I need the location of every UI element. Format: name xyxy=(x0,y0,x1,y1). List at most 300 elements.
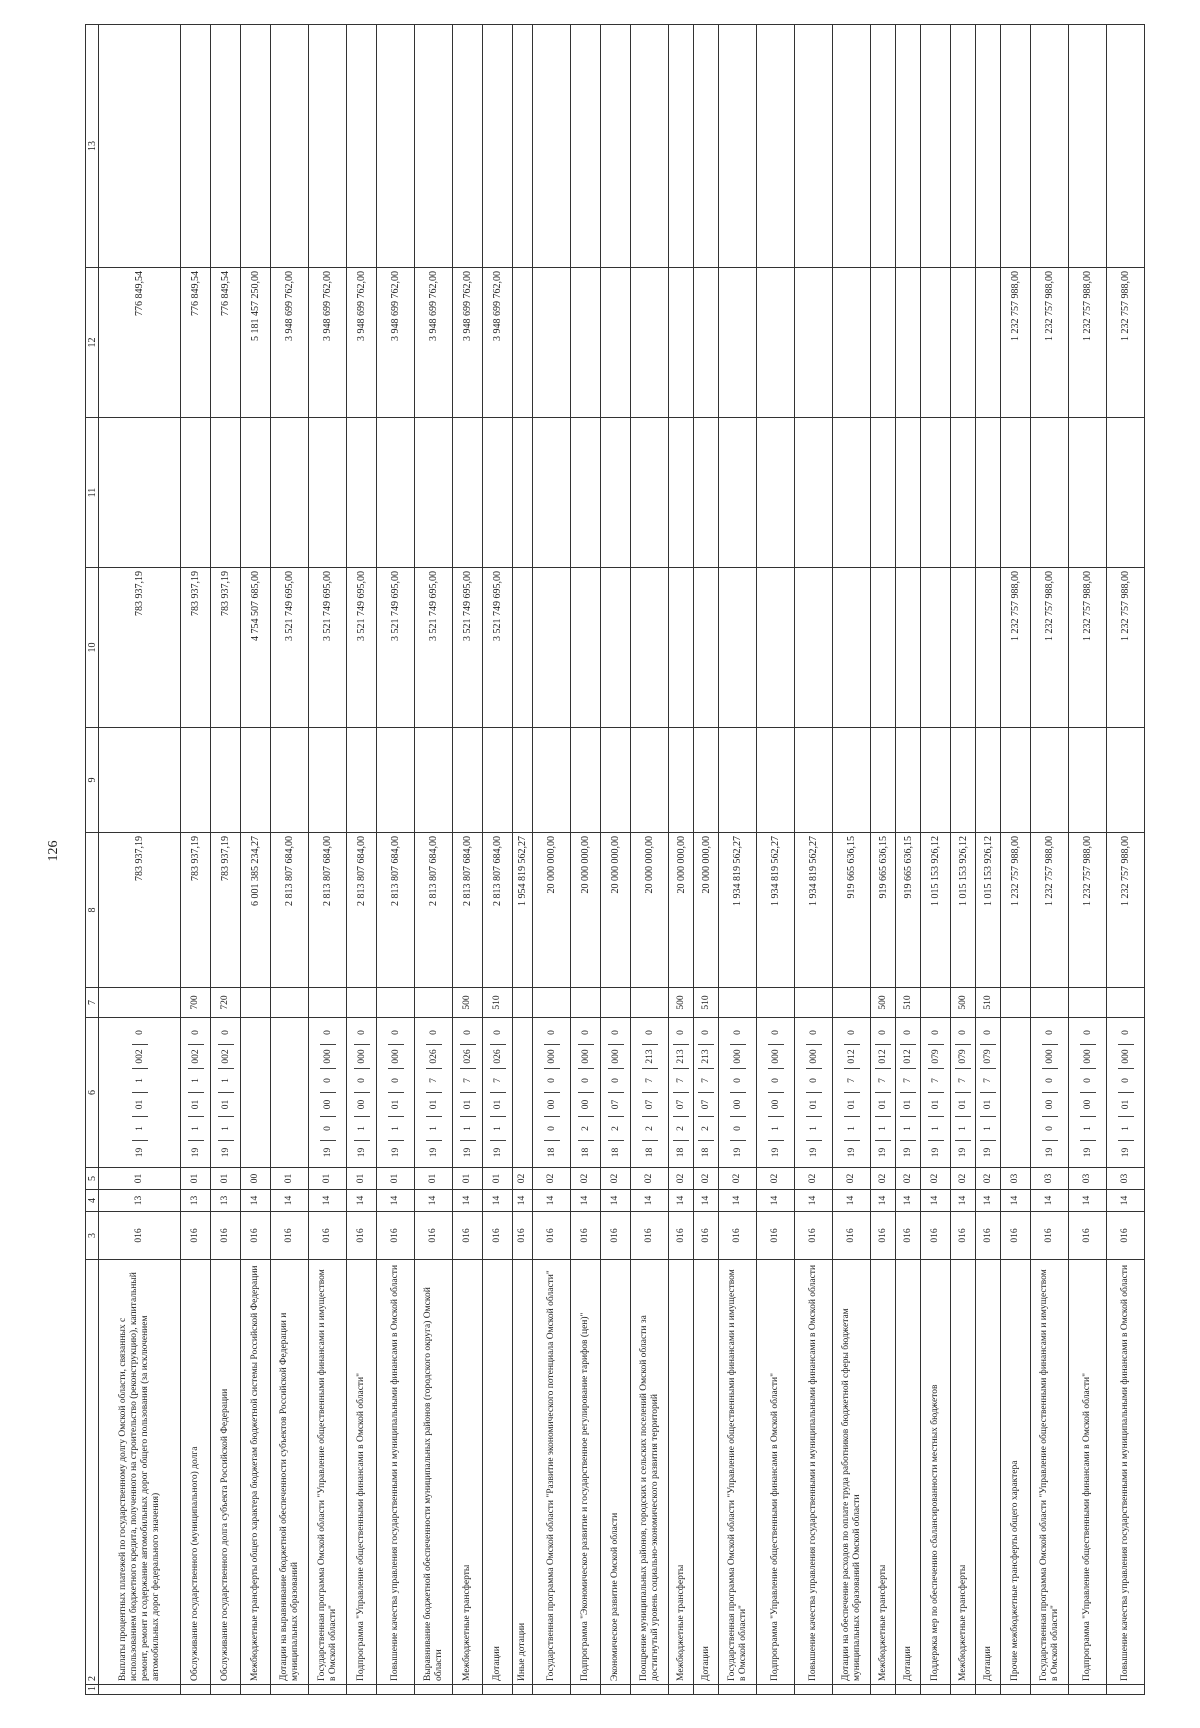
table-row xyxy=(377,25,415,1695)
target-code-segment: 0 xyxy=(1042,1117,1058,1141)
section-code-cell: 14 xyxy=(1107,1190,1145,1212)
amount-col10-cell xyxy=(571,568,601,728)
admin-code-cell: 016 xyxy=(271,1212,309,1260)
target-article-cell xyxy=(99,1018,181,1168)
amount-col9-cell xyxy=(951,728,976,833)
target-code-segment: 0 xyxy=(460,1021,476,1045)
subsection-code-cell: 02 xyxy=(921,1168,951,1190)
target-code-segment: 00 xyxy=(730,1093,746,1117)
target-article-cell xyxy=(871,1018,896,1168)
target-code-segment: 7 xyxy=(844,1069,860,1093)
section-code-cell: 14 xyxy=(896,1190,921,1212)
target-code-segment: 026 xyxy=(426,1045,442,1069)
target-code-segment: 18 xyxy=(580,1147,591,1158)
target-code-segment: 07 xyxy=(698,1093,714,1117)
section-code-cell: 14 xyxy=(241,1190,271,1212)
amount-col11-cell xyxy=(181,418,211,568)
target-code-segment: 01 xyxy=(900,1093,916,1117)
target-article-cell xyxy=(921,1018,951,1168)
target-code-segment: 0 xyxy=(544,1021,560,1045)
target-code-segment: 000 xyxy=(320,1045,336,1069)
row-marker-cell xyxy=(631,1685,669,1695)
column-number: 2 xyxy=(86,1260,99,1685)
target-code-segment: 0 xyxy=(806,1069,822,1093)
row-marker-cell xyxy=(1001,1685,1031,1695)
item-name-cell: Государственная программа Омской области "Управление общественными финансами и имуществом в Омской области" xyxy=(309,1260,347,1685)
amount-col9-cell xyxy=(271,728,309,833)
amount-col8-cell: 1 015 153 926,12 xyxy=(951,833,976,988)
target-code-segment: 000 xyxy=(1118,1045,1134,1069)
target-article-cell xyxy=(719,1018,757,1168)
target-code-segment: 0 xyxy=(768,1069,784,1093)
amount-col12-cell: 5 181 457 250,00 xyxy=(241,268,271,418)
amount-col9-cell xyxy=(833,728,871,833)
item-name-cell: Подпрограмма "Экономическое развитие и государственное регулирование тарифов (цен)" xyxy=(571,1260,601,1685)
target-code-segment: 213 xyxy=(698,1045,714,1069)
amount-col8-cell: 1 232 757 988,00 xyxy=(1001,833,1031,988)
admin-code-cell: 016 xyxy=(1031,1212,1069,1260)
table-row xyxy=(347,25,377,1695)
column-number: 7 xyxy=(86,988,99,1018)
column-number-row xyxy=(86,25,99,1695)
table-row xyxy=(757,25,795,1695)
table-row xyxy=(669,25,694,1695)
amount-col10-cell: 3 521 749 695,00 xyxy=(415,568,453,728)
target-code-segment: 1 xyxy=(844,1117,860,1141)
target-code-segment: 00 xyxy=(320,1093,336,1117)
amount-col9-cell xyxy=(871,728,896,833)
amount-col12-cell: 3 948 699 762,00 xyxy=(415,268,453,418)
table-row xyxy=(976,25,1001,1695)
amount-col10-cell: 3 521 749 695,00 xyxy=(453,568,483,728)
table-row xyxy=(833,25,871,1695)
target-code-segment: 012 xyxy=(900,1045,916,1069)
amount-col11-cell xyxy=(1069,418,1107,568)
amount-col13-cell xyxy=(533,25,571,268)
amount-col13-cell xyxy=(833,25,871,268)
amount-col8-cell: 1 232 757 988,00 xyxy=(1031,833,1069,988)
subsection-code-cell: 01 xyxy=(181,1168,211,1190)
column-number: 6 xyxy=(86,1018,99,1168)
target-code-segment: 18 xyxy=(610,1147,621,1158)
target-code-segment: 19 xyxy=(322,1147,333,1158)
table-row xyxy=(571,25,601,1695)
amount-col10-cell xyxy=(601,568,631,728)
amount-col12-cell: 3 948 699 762,00 xyxy=(271,268,309,418)
item-name-cell: Межбюджетные трансферты xyxy=(669,1260,694,1685)
target-code-segment: 19 xyxy=(492,1147,503,1158)
amount-col13-cell xyxy=(921,25,951,268)
amount-col11-cell xyxy=(601,418,631,568)
target-code-segment: 000 xyxy=(578,1045,594,1069)
amount-col12-cell xyxy=(757,268,795,418)
amount-col13-cell xyxy=(241,25,271,268)
expense-type-cell: 700 xyxy=(181,988,211,1018)
target-code-segment: 002 xyxy=(218,1045,234,1069)
target-code-segment: 7 xyxy=(955,1069,971,1093)
column-number: 12 xyxy=(86,268,99,418)
page-number: 126 xyxy=(46,840,61,862)
item-name-cell: Повышение качества управления государственными и муниципальными финансами в Омской области xyxy=(377,1260,415,1685)
amount-col12-cell xyxy=(601,268,631,418)
amount-col13-cell xyxy=(347,25,377,268)
target-article-cell xyxy=(951,1018,976,1168)
amount-col8-cell: 20 000 000,00 xyxy=(533,833,571,988)
target-code-segment: 026 xyxy=(460,1045,476,1069)
item-name-cell: Обслуживание государственного долга субъекта Российской Федерации xyxy=(211,1260,241,1685)
subsection-code-cell: 02 xyxy=(795,1168,833,1190)
item-name-cell: Дотации xyxy=(896,1260,921,1685)
target-code-segment: 1 xyxy=(218,1069,234,1093)
amount-col9-cell xyxy=(757,728,795,833)
amount-col11-cell xyxy=(951,418,976,568)
item-name-cell: Дотации xyxy=(694,1260,719,1685)
item-name-cell: Дотации xyxy=(483,1260,513,1685)
amount-col8-cell: 1 232 757 988,00 xyxy=(1107,833,1145,988)
section-code-cell: 14 xyxy=(669,1190,694,1212)
amount-col10-cell: 3 521 749 695,00 xyxy=(377,568,415,728)
target-code-segment: 19 xyxy=(190,1147,201,1158)
section-code-cell: 14 xyxy=(871,1190,896,1212)
item-name-cell: Подпрограмма "Управление общественными финансами в Омской области" xyxy=(757,1260,795,1685)
target-code-segment: 0 xyxy=(730,1117,746,1141)
expense-type-cell xyxy=(99,988,181,1018)
row-marker-cell xyxy=(1107,1685,1145,1695)
amount-col13-cell xyxy=(211,25,241,268)
target-code-segment: 026 xyxy=(490,1045,506,1069)
row-marker-cell xyxy=(719,1685,757,1695)
amount-col9-cell xyxy=(533,728,571,833)
amount-col10-cell: 1 232 757 988,00 xyxy=(1069,568,1107,728)
amount-col10-cell xyxy=(719,568,757,728)
target-code-segment: 000 xyxy=(608,1045,624,1069)
amount-col12-cell: 3 948 699 762,00 xyxy=(453,268,483,418)
amount-col10-cell xyxy=(694,568,719,728)
amount-col11-cell xyxy=(976,418,1001,568)
amount-col13-cell xyxy=(483,25,513,268)
amount-col11-cell xyxy=(309,418,347,568)
admin-code-cell: 016 xyxy=(896,1212,921,1260)
target-code-segment: 000 xyxy=(544,1045,560,1069)
target-code-segment: 07 xyxy=(673,1093,689,1117)
section-code-cell: 13 xyxy=(99,1190,181,1212)
amount-col13-cell xyxy=(976,25,1001,268)
subsection-code-cell: 00 xyxy=(241,1168,271,1190)
row-marker-cell xyxy=(871,1685,896,1695)
amount-col8-cell: 1 934 819 562,27 xyxy=(795,833,833,988)
row-marker-cell xyxy=(271,1685,309,1695)
amount-col12-cell: 776 849,54 xyxy=(99,268,181,418)
subsection-code-cell: 02 xyxy=(694,1168,719,1190)
amount-col12-cell: 1 232 757 988,00 xyxy=(1001,268,1031,418)
row-marker-cell xyxy=(99,1685,181,1695)
amount-col13-cell xyxy=(871,25,896,268)
expense-type-cell xyxy=(833,988,871,1018)
admin-code-cell: 016 xyxy=(719,1212,757,1260)
item-name-cell: Дотации на обеспечение расходов по оплате труда работников бюджетной сферы бюджетам муниципальных образований Омской области xyxy=(833,1260,871,1685)
target-code-segment: 7 xyxy=(642,1069,658,1093)
amount-col11-cell xyxy=(377,418,415,568)
amount-col9-cell xyxy=(976,728,1001,833)
amount-col12-cell xyxy=(719,268,757,418)
target-code-segment: 1 xyxy=(980,1117,996,1141)
amount-col13-cell xyxy=(99,25,181,268)
expense-type-cell: 500 xyxy=(669,988,694,1018)
row-marker-cell xyxy=(453,1685,483,1695)
table-row xyxy=(533,25,571,1695)
target-code-segment: 000 xyxy=(388,1045,404,1069)
amount-col10-cell: 1 232 757 988,00 xyxy=(1031,568,1069,728)
target-code-segment: 7 xyxy=(673,1069,689,1093)
amount-col9-cell xyxy=(181,728,211,833)
expense-type-cell xyxy=(571,988,601,1018)
target-code-segment: 000 xyxy=(1080,1045,1096,1069)
item-name-cell: Обслуживание государственного (муниципального) долга xyxy=(181,1260,211,1685)
section-code-cell: 14 xyxy=(1069,1190,1107,1212)
amount-col8-cell: 1 232 757 988,00 xyxy=(1069,833,1107,988)
amount-col12-cell xyxy=(669,268,694,418)
amount-col8-cell: 1 954 819 562,27 xyxy=(513,833,533,988)
expense-type-cell: 500 xyxy=(871,988,896,1018)
target-article-cell xyxy=(1031,1018,1069,1168)
target-code-segment: 0 xyxy=(642,1021,658,1045)
subsection-code-cell: 02 xyxy=(533,1168,571,1190)
target-code-segment: 0 xyxy=(768,1021,784,1045)
admin-code-cell: 016 xyxy=(99,1212,181,1260)
subsection-code-cell: 02 xyxy=(571,1168,601,1190)
amount-col9-cell xyxy=(483,728,513,833)
subsection-code-cell: 02 xyxy=(871,1168,896,1190)
target-code-segment: 0 xyxy=(388,1021,404,1045)
row-marker-cell xyxy=(309,1685,347,1695)
item-name-cell: Подпрограмма "Управление общественными финансами в Омской области" xyxy=(1069,1260,1107,1685)
section-code-cell: 14 xyxy=(951,1190,976,1212)
item-name-cell: Дотации xyxy=(976,1260,1001,1685)
target-article-cell xyxy=(309,1018,347,1168)
target-code-segment: 1 xyxy=(460,1117,476,1141)
amount-col13-cell xyxy=(415,25,453,268)
admin-code-cell: 016 xyxy=(241,1212,271,1260)
expense-type-cell xyxy=(241,988,271,1018)
item-name-cell: Межбюджетные трансферты xyxy=(453,1260,483,1685)
admin-code-cell: 016 xyxy=(951,1212,976,1260)
column-number: 5 xyxy=(86,1168,99,1190)
target-code-segment: 18 xyxy=(644,1147,655,1158)
subsection-code-cell: 01 xyxy=(453,1168,483,1190)
target-code-segment: 0 xyxy=(955,1021,971,1045)
section-code-cell: 13 xyxy=(181,1190,211,1212)
target-code-segment: 01 xyxy=(218,1093,234,1117)
amount-col10-cell xyxy=(631,568,669,728)
target-code-segment: 7 xyxy=(698,1069,714,1093)
row-marker-cell xyxy=(211,1685,241,1695)
target-code-segment: 00 xyxy=(1042,1093,1058,1117)
admin-code-cell: 016 xyxy=(1069,1212,1107,1260)
amount-col11-cell xyxy=(1031,418,1069,568)
expense-type-cell xyxy=(1001,988,1031,1018)
expense-type-cell: 510 xyxy=(896,988,921,1018)
amount-col11-cell xyxy=(896,418,921,568)
target-code-segment: 079 xyxy=(928,1045,944,1069)
target-code-segment: 213 xyxy=(673,1045,689,1069)
amount-col13-cell xyxy=(271,25,309,268)
column-number: 3 xyxy=(86,1212,99,1260)
table-body xyxy=(99,25,1145,1695)
amount-col10-cell xyxy=(513,568,533,728)
item-name-cell: Государственная программа Омской области "Управление общественными финансами и имуществом в Омской области" xyxy=(719,1260,757,1685)
target-code-segment: 19 xyxy=(134,1147,145,1158)
amount-col13-cell xyxy=(309,25,347,268)
table-row xyxy=(1069,25,1107,1695)
amount-col9-cell xyxy=(631,728,669,833)
table-row xyxy=(896,25,921,1695)
target-code-segment: 01 xyxy=(980,1093,996,1117)
table-row xyxy=(271,25,309,1695)
target-code-segment: 1 xyxy=(1118,1117,1134,1141)
target-code-segment: 01 xyxy=(490,1093,506,1117)
expense-type-cell xyxy=(757,988,795,1018)
amount-col11-cell xyxy=(211,418,241,568)
target-code-segment: 0 xyxy=(928,1021,944,1045)
row-marker-cell xyxy=(571,1685,601,1695)
amount-col9-cell xyxy=(571,728,601,833)
target-code-segment: 01 xyxy=(460,1093,476,1117)
amount-col10-cell xyxy=(533,568,571,728)
admin-code-cell: 016 xyxy=(571,1212,601,1260)
target-code-segment: 0 xyxy=(1118,1069,1134,1093)
target-code-segment: 0 xyxy=(132,1021,148,1045)
amount-col13-cell xyxy=(1031,25,1069,268)
section-code-cell: 14 xyxy=(1031,1190,1069,1212)
target-code-segment: 7 xyxy=(900,1069,916,1093)
row-marker-cell xyxy=(833,1685,871,1695)
amount-col9-cell xyxy=(415,728,453,833)
target-code-segment: 1 xyxy=(354,1117,370,1141)
section-code-cell: 14 xyxy=(513,1190,533,1212)
item-name-cell: Межбюджетные трансферты общего характера бюджетам бюджетной системы Российской Федерации xyxy=(241,1260,271,1685)
target-code-segment: 0 xyxy=(1118,1021,1134,1045)
amount-col11-cell xyxy=(795,418,833,568)
target-code-segment: 19 xyxy=(356,1147,367,1158)
target-code-segment: 1 xyxy=(875,1117,891,1141)
table-row xyxy=(871,25,896,1695)
table-row xyxy=(921,25,951,1695)
target-article-cell xyxy=(453,1018,483,1168)
target-code-segment: 01 xyxy=(875,1093,891,1117)
target-code-segment: 19 xyxy=(1082,1147,1093,1158)
amount-col12-cell xyxy=(951,268,976,418)
subsection-code-cell: 01 xyxy=(347,1168,377,1190)
amount-col10-cell: 4 754 507 685,00 xyxy=(241,568,271,728)
target-code-segment: 01 xyxy=(388,1093,404,1117)
subsection-code-cell: 02 xyxy=(631,1168,669,1190)
amount-col13-cell xyxy=(377,25,415,268)
admin-code-cell: 016 xyxy=(757,1212,795,1260)
target-code-segment: 01 xyxy=(806,1093,822,1117)
expense-type-cell xyxy=(513,988,533,1018)
expense-type-cell xyxy=(1069,988,1107,1018)
subsection-code-cell: 03 xyxy=(1069,1168,1107,1190)
amount-col12-cell xyxy=(694,268,719,418)
table-row xyxy=(453,25,483,1695)
target-code-segment: 1 xyxy=(388,1117,404,1141)
amount-col11-cell xyxy=(99,418,181,568)
target-code-segment: 01 xyxy=(1118,1093,1134,1117)
amount-col11-cell xyxy=(669,418,694,568)
section-code-cell: 14 xyxy=(833,1190,871,1212)
subsection-code-cell: 02 xyxy=(719,1168,757,1190)
item-name-cell: Выравнивание бюджетной обеспеченности муниципальных районов (городского округа) Омской области xyxy=(415,1260,453,1685)
row-marker-cell xyxy=(1031,1685,1069,1695)
target-code-segment: 19 xyxy=(958,1147,968,1158)
target-code-segment: 19 xyxy=(462,1147,473,1158)
target-code-segment: 2 xyxy=(578,1117,594,1141)
table-row xyxy=(1107,25,1145,1695)
amount-col12-cell xyxy=(921,268,951,418)
target-article-cell xyxy=(1107,1018,1145,1168)
target-code-segment: 19 xyxy=(903,1147,913,1158)
expense-type-cell: 720 xyxy=(211,988,241,1018)
expense-type-cell xyxy=(377,988,415,1018)
admin-code-cell: 016 xyxy=(976,1212,1001,1260)
amount-col8-cell: 783 937,19 xyxy=(99,833,181,988)
target-code-segment: 19 xyxy=(732,1147,743,1158)
table-row xyxy=(795,25,833,1695)
admin-code-cell: 016 xyxy=(483,1212,513,1260)
target-code-segment: 000 xyxy=(1042,1045,1058,1069)
item-name-cell: Дотации на выравнивание бюджетной обеспеченности субъектов Российской Федерации и муниципальных образований xyxy=(271,1260,309,1685)
target-code-segment: 07 xyxy=(642,1093,658,1117)
target-code-segment: 0 xyxy=(1080,1069,1096,1093)
target-code-segment: 19 xyxy=(770,1147,781,1158)
item-name-cell: Подпрограмма "Управление общественными финансами в Омской области" xyxy=(347,1260,377,1685)
amount-col13-cell xyxy=(757,25,795,268)
section-code-cell: 14 xyxy=(694,1190,719,1212)
target-code-segment: 079 xyxy=(955,1045,971,1069)
target-code-segment: 19 xyxy=(390,1147,401,1158)
target-code-segment: 7 xyxy=(426,1069,442,1093)
admin-code-cell: 016 xyxy=(1001,1212,1031,1260)
amount-col8-cell: 1 934 819 562,27 xyxy=(719,833,757,988)
section-code-cell: 14 xyxy=(571,1190,601,1212)
item-name-cell: Поддержка мер по обеспечению сбалансированности местных бюджетов xyxy=(921,1260,951,1685)
item-name-cell: Повышение качества управления государственными и муниципальными финансами в Омской области xyxy=(795,1260,833,1685)
target-article-cell xyxy=(377,1018,415,1168)
amount-col11-cell xyxy=(415,418,453,568)
target-code-segment: 0 xyxy=(1042,1021,1058,1045)
amount-col13-cell xyxy=(571,25,601,268)
expense-type-cell xyxy=(533,988,571,1018)
subsection-code-cell: 02 xyxy=(951,1168,976,1190)
amount-col8-cell: 2 813 807 684,00 xyxy=(483,833,513,988)
amount-col11-cell xyxy=(1001,418,1031,568)
expense-type-cell: 500 xyxy=(453,988,483,1018)
amount-col9-cell xyxy=(921,728,951,833)
admin-code-cell: 016 xyxy=(533,1212,571,1260)
target-code-segment: 18 xyxy=(546,1147,557,1158)
admin-code-cell: 016 xyxy=(1107,1212,1145,1260)
target-article-cell xyxy=(533,1018,571,1168)
target-code-segment: 01 xyxy=(928,1093,944,1117)
target-code-segment: 0 xyxy=(730,1021,746,1045)
amount-col13-cell xyxy=(631,25,669,268)
amount-col12-cell xyxy=(533,268,571,418)
target-code-segment: 0 xyxy=(218,1021,234,1045)
section-code-cell: 14 xyxy=(1001,1190,1031,1212)
expense-type-cell: 500 xyxy=(951,988,976,1018)
amount-col13-cell xyxy=(1107,25,1145,268)
amount-col13-cell xyxy=(669,25,694,268)
